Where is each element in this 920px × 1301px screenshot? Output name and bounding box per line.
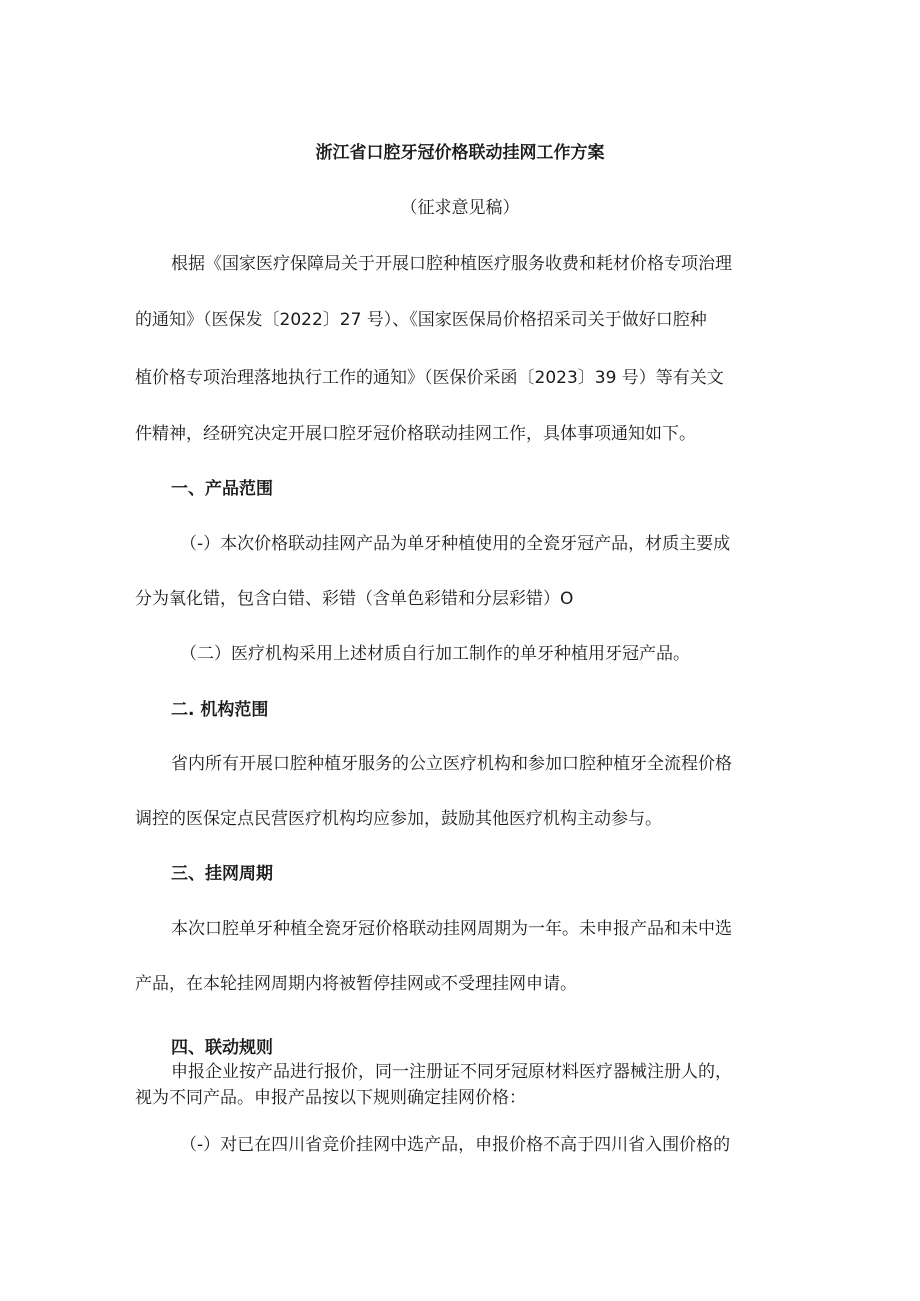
- section-4-line-2: 视为不同产品。申报产品按以下规则确定挂网价格：: [135, 1088, 526, 1108]
- intro-line-1: 根据《国家医疗保障局关于开展口腔种植医疗服务收费和耗材价格专项治理: [171, 254, 732, 274]
- intro-line-2: 的通知》（医保发〔2022〕27 号）、《国家医保局价格招采司关于做好口腔种: [135, 310, 707, 330]
- section-1-item-1-line-1: （-）本次价格联动挂网产品为单牙种植使用的全瓷牙冠产品，材质主要成: [180, 534, 731, 554]
- section-1-item-2: （二）医疗机构采用上述材质自行加工制作的单牙种植用牙冠产品。: [180, 644, 690, 664]
- section-4-heading: 四、联动规则: [171, 1038, 273, 1058]
- section-3-heading: 三、挂网周期: [171, 864, 273, 884]
- section-4-line-1: 申报企业按产品进行报价，同一注册证不同牙冠原材料医疗器械注册人的，: [171, 1062, 732, 1082]
- document-subtitle: （征求意见稿）: [400, 198, 520, 218]
- intro-line-4: 件精神，经研究决定开展口腔牙冠价格联动挂网工作，具体事项通知如下。: [135, 424, 696, 444]
- section-3-line-1: 本次口腔单牙种植全瓷牙冠价格联动挂网周期为一年。未申报产品和未中选: [171, 919, 732, 939]
- section-1-item-1-line-2: 分为氧化错，包含白错、彩错（含单色彩错和分层彩错）O: [135, 589, 574, 609]
- intro-line-3: 植价格专项治理落地执行工作的通知》（医保价采函〔2023〕39 号）等有关文: [135, 368, 724, 388]
- section-3-line-2: 产品，在本轮挂网周期内将被暂停挂网或不受理挂网申请。: [135, 974, 577, 994]
- section-4-item-1: （-）对已在四川省竞价挂网中选产品，申报价格不高于四川省入围价格的: [180, 1135, 731, 1155]
- section-2-line-1: 省内所有开展口腔种植牙服务的公立医疗机构和参加口腔种植牙全流程价格: [171, 754, 732, 774]
- document-title: 浙江省口腔牙冠价格联动挂网工作方案: [315, 143, 605, 163]
- section-2-heading: 二. 机构范围: [171, 700, 269, 720]
- section-2-line-2: 调控的医保定点民营医疗机构均应参加，鼓励其他医疗机构主动参与。: [135, 809, 662, 829]
- section-1-heading: 一、产品范围: [171, 479, 273, 499]
